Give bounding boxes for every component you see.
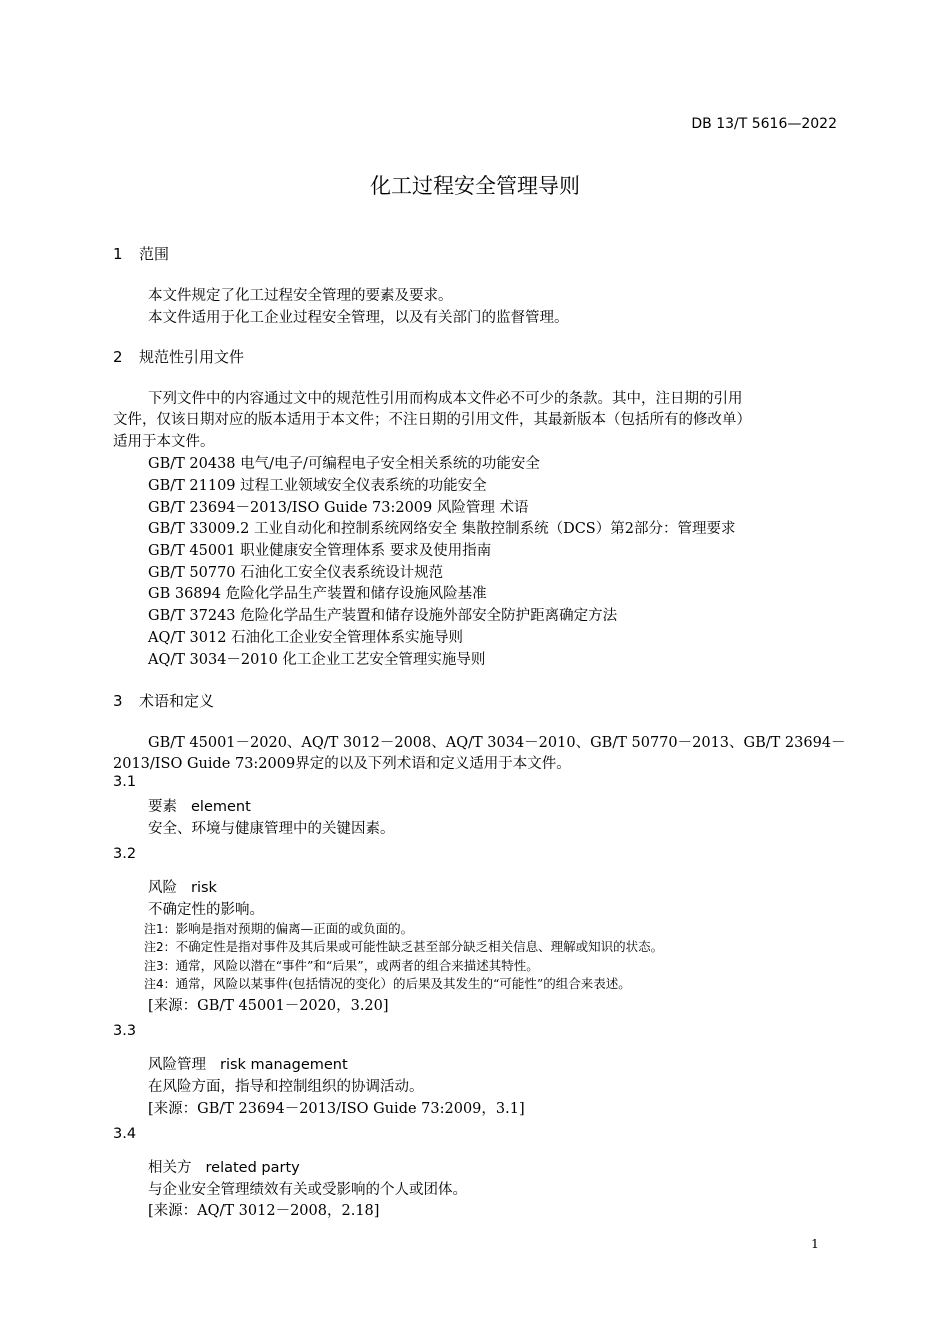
term-en: risk management [220,1057,348,1073]
document-code: DB 13/T 5616—2022 [691,116,837,132]
term-number: 3.4 [113,1126,137,1142]
term-definition: 安全、环境与健康管理中的关键因素。 [148,821,395,837]
note-text: 影响是指对预期的偏离—正面的或负面的。 [175,921,414,936]
note-label: 注1： [144,922,176,936]
paragraph-line: 下列文件中的内容通过文中的规范性引用而构成本文件必不可少的条款。其中，注日期的引用 [148,391,743,407]
section-number: 1 [113,245,123,263]
section-heading-scope [113,243,169,264]
note-text: 不确定性是指对事件及其后果或可能性缺乏甚至部分缺乏相关信息、理解或知识的状态。 [175,939,664,954]
note [144,974,631,992]
reference-item: GB 36894 危险化学品生产装置和储存设施风险基准 [148,586,487,602]
paragraph: 本文件规定了化工过程安全管理的要素及要求。 [148,288,453,304]
term-number: 3.1 [113,774,137,790]
reference-item: GB/T 21109 过程工业领域安全仪表系统的功能安全 [148,478,487,494]
reference-item: GB/T 23694－2013/ISO Guide 73:2009 风险管理 术语 [148,500,529,516]
term-en: element [191,799,251,815]
term-number: 3.3 [113,1023,137,1039]
paragraph: 本文件适用于化工企业过程安全管理，以及有关部门的监督管理。 [148,310,569,326]
note [144,937,663,955]
term-source: [来源：AQ/T 3012－2008，2.18] [148,1203,380,1219]
reference-item: GB/T 20438 电气/电子/可编程电子安全相关系统的功能安全 [148,456,540,472]
section-title: 术语和定义 [139,692,215,710]
paragraph-line: GB/T 45001－2020、AQ/T 3012－2008、AQ/T 3034－2010、GB/T 50770－2013、GB/T 23694－ [148,735,846,751]
term-definition: 不确定性的影响。 [148,902,264,918]
paragraph-line: 适用于本文件。 [113,434,215,450]
note-label: 注4： [144,977,176,991]
section-heading-normative-references [113,346,244,367]
note-label: 注2： [144,940,176,954]
paragraph-line: 文件，仅该日期对应的版本适用于本文件；不注日期的引用文件，其最新版本（包括所有的修改单） [113,412,751,428]
note-text: 通常，风险以潜在“事件”和“后果”，或两者的组合来描述其特性。 [175,958,539,973]
reference-item: GB/T 50770 石油化工安全仪表系统设计规范 [148,565,444,581]
term-number: 3.2 [113,846,137,862]
term-heading [148,1156,300,1177]
note-label: 注3： [144,959,176,973]
term-zh: 风险 [148,880,177,896]
reference-item: GB/T 37243 危险化学品生产装置和储存设施外部安全防护距离确定方法 [148,608,618,624]
section-title: 范围 [139,245,170,263]
term-en: risk [191,880,217,896]
note-text: 通常，风险以某事件(包括情况的变化）的后果及其发生的“可能性”的组合来表述。 [175,976,631,991]
reference-item: AQ/T 3034－2010 化工企业工艺安全管理实施导则 [148,652,486,668]
section-number: 3 [113,692,123,710]
term-en: related party [205,1160,300,1176]
section-number: 2 [113,348,123,366]
section-title: 规范性引用文件 [139,348,245,366]
reference-item: GB/T 33009.2 工业自动化和控制系统网络安全 集散控制系统（DCS）第2部分：管理要求 [148,521,736,537]
note [144,919,413,937]
reference-item: AQ/T 3012 石油化工企业安全管理体系实施导则 [148,630,464,646]
paragraph-line: 2013/ISO Guide 73:2009界定的以及下列术语和定义适用于本文件。 [113,756,571,772]
term-heading [148,876,217,897]
term-zh: 风险管理 [148,1057,206,1073]
page-number: 1 [811,1236,819,1251]
term-definition: 与企业安全管理绩效有关或受影响的个人或团体。 [148,1182,467,1198]
term-zh: 要素 [148,799,177,815]
section-heading-terms-definitions [113,690,214,711]
term-source: [来源：GB/T 23694－2013/ISO Guide 73:2009，3.1] [148,1101,525,1117]
term-definition: 在风险方面，指导和控制组织的协调活动。 [148,1079,424,1095]
page-title: 化工过程安全管理导则 [370,174,580,198]
note [144,956,539,974]
term-heading [148,1053,348,1074]
term-heading [148,795,251,816]
term-source: [来源：GB/T 45001－2020，3.20] [148,998,389,1014]
reference-item: GB/T 45001 职业健康安全管理体系 要求及使用指南 [148,543,492,559]
term-zh: 相关方 [148,1160,192,1176]
